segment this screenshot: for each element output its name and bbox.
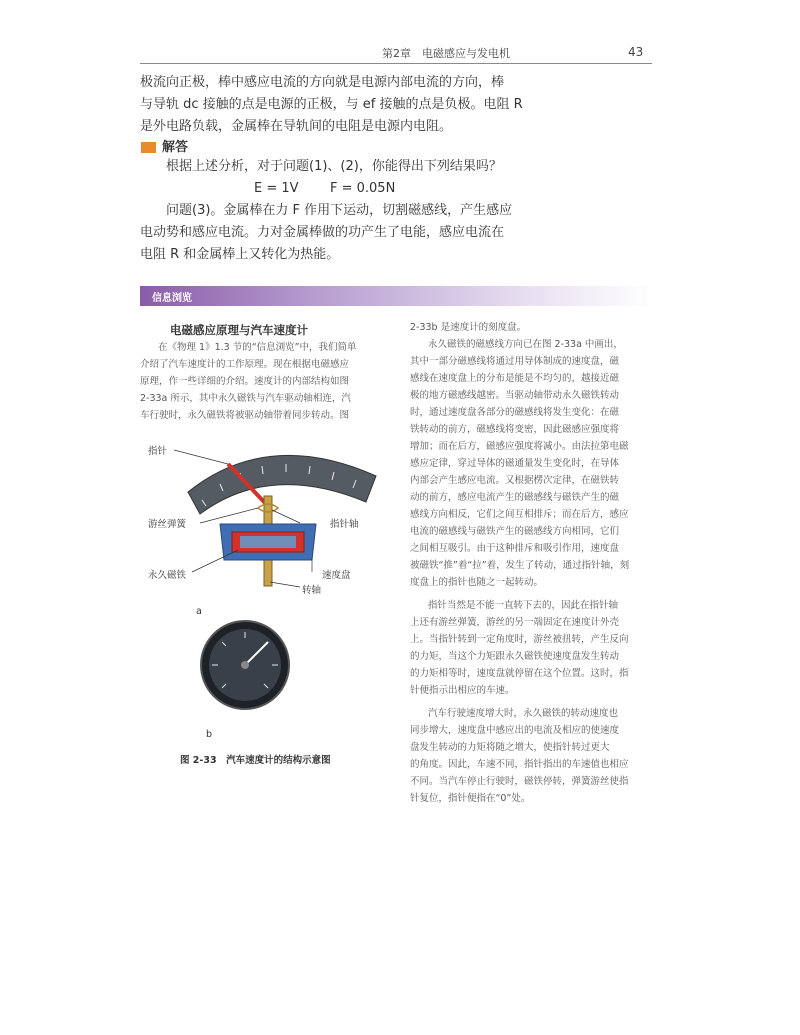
right-column-text [410,319,660,807]
banner-label: 信息浏览 [152,293,192,304]
sublabel-a: a [196,606,202,617]
label-pointer-shaft: 指针轴 [330,519,359,530]
figure-caption: 图 2-33 汽车速度计的结构示意图 [180,755,331,766]
text-line: 电动势和感应电流。力对金属棒做的功产生了电能，感应电流在 [140,225,505,240]
answer-question: 根据上述分析，对于问题(1)、(2)，你能得出下列结果吗？ [166,159,502,174]
text-line: 动的前方，感应电流产生的磁感线与磁铁产生的磁 [410,492,620,503]
text-line: 增加；而在后方，磁感应强度将减小。由法拉第电磁 [410,441,629,452]
text-line: 感应定律，穿过导体的磁通量发生变化时，在导体 [410,458,620,469]
text-line: 2-33a 所示，其中永久磁铁与汽车驱动轴相连，汽 [140,393,351,404]
text-line: 时，通过速度盘各部分的磁感线将发生变化：在磁 [410,407,620,418]
text-line: 不同。当汽车停止行驶时，磁铁停转，弹簧游丝使指 [410,776,629,787]
text-line: 永久磁铁的磁感线方向已在图 2-33a 中画出， [428,339,623,350]
label-shaft: 转轴 [302,585,322,596]
chapter-header: 第2章 电磁感应与发电机 [382,47,510,60]
page-number: 43 [628,45,644,59]
answer-icon [141,142,156,153]
text-line: 电流的磁感线与磁铁产生的磁感线方向相同，它们 [410,526,620,537]
text-line: 极流向正极，棒中感应电流的方向就是电源内部电流的方向，棒 [140,75,505,90]
label-hairspring: 游丝弹簧 [148,519,187,530]
text-line: 被磁铁“推”着“拉”着，发生了转动，通过指针轴，刻 [410,560,630,571]
text-line: 汽车行驶速度增大时，永久磁铁的转动速度也 [428,708,619,719]
equation-e: E = 1V [254,181,299,196]
text-line: 介绍了汽车速度计的工作原理。现在根据电磁感应 [140,359,350,370]
label-permanent-magnet: 永久磁铁 [148,570,187,581]
text-line: 是外电路负载，金属棒在导轨间的电阻是电源内电阻。 [140,119,453,134]
answer-conclusion [140,200,670,266]
speedometer-dial-photo [200,620,290,710]
text-line: 2-33b 是速度计的刻度盘。 [410,322,527,333]
text-line: 其中一部分磁感线将通过用导体制成的速度盘，磁 [410,356,620,367]
label-speed-disc: 速度盘 [322,570,351,581]
top-paragraph [140,72,660,138]
text-line: 上还有游丝弹簧，游丝的另一端固定在速度计外壳 [410,617,620,628]
text-line: 在《物理 1》1.3 节的“信息浏览”中，我们简单 [158,342,357,353]
text-line: 的力矩，当这个力矩跟永久磁铁使速度盘发生转动 [410,651,620,662]
text-line: 同步增大，速度盘中感应出的电流及相应的使速度 [410,725,620,736]
label-pointer: 指针 [148,446,168,457]
text-line: 的角度。因此，车速不同，指针指出的车速值也相应 [410,759,629,770]
text-line: 盘发生转动的力矩将随之增大，使指针转过更大 [410,742,610,753]
answer-heading: 解答 [162,140,189,155]
text-line: 原理，作一些详细的介绍。速度计的内部结构如图 [140,376,350,387]
text-line: 针复位，指针便指在“0”处。 [410,793,531,804]
text-line: 与导轨 dc 接触的点是电源的正极，与 ef 接触的点是负极。电阻 R [140,97,523,112]
text-line: 度盘上的指针也随之一起转动。 [410,577,544,588]
text-line: 之间相互吸引。由于这种排斥和吸引作用，速度盘 [410,543,620,554]
text-line: 车行驶时，永久磁铁将被驱动轴带着同步转动。图 [140,410,350,421]
equation-f: F = 0.05N [330,181,396,196]
text-line: 的力矩相等时，速度盘就停留在这个位置。这时，指 [410,668,629,679]
sublabel-b: b [206,729,213,740]
header-divider [140,63,652,64]
text-line: 极的地方磁感线越密。当驱动轴带动永久磁铁转动 [410,390,620,401]
info-banner [140,286,652,306]
article-title: 电磁感应原理与汽车速度计 [170,323,308,337]
text-line: 针便指示出相应的车速。 [410,685,515,696]
text-line: 上。当指针转到一定角度时，游丝被扭转，产生反向 [410,634,629,645]
text-line: 指针当然是不能一直转下去的，因此在指针轴 [428,600,619,611]
text-line: 感线方向相反，它们之间互相排斥；而在后方，感应 [410,509,629,520]
text-line: 电阻 R 和金属棒上又转化为热能。 [140,247,340,262]
text-line: 铁转动的前方，磁感线将变密，因此磁感应强度将 [410,424,620,435]
text-line: 内部会产生感应电流。又根据楞次定律，在磁铁转 [410,475,620,486]
text-line: 问题(3)。金属棒在力 F 作用下运动，切割磁感线，产生感应 [166,203,513,218]
text-line: 感线在速度盘上的分布是能是不均匀的，越接近磁 [410,373,620,384]
